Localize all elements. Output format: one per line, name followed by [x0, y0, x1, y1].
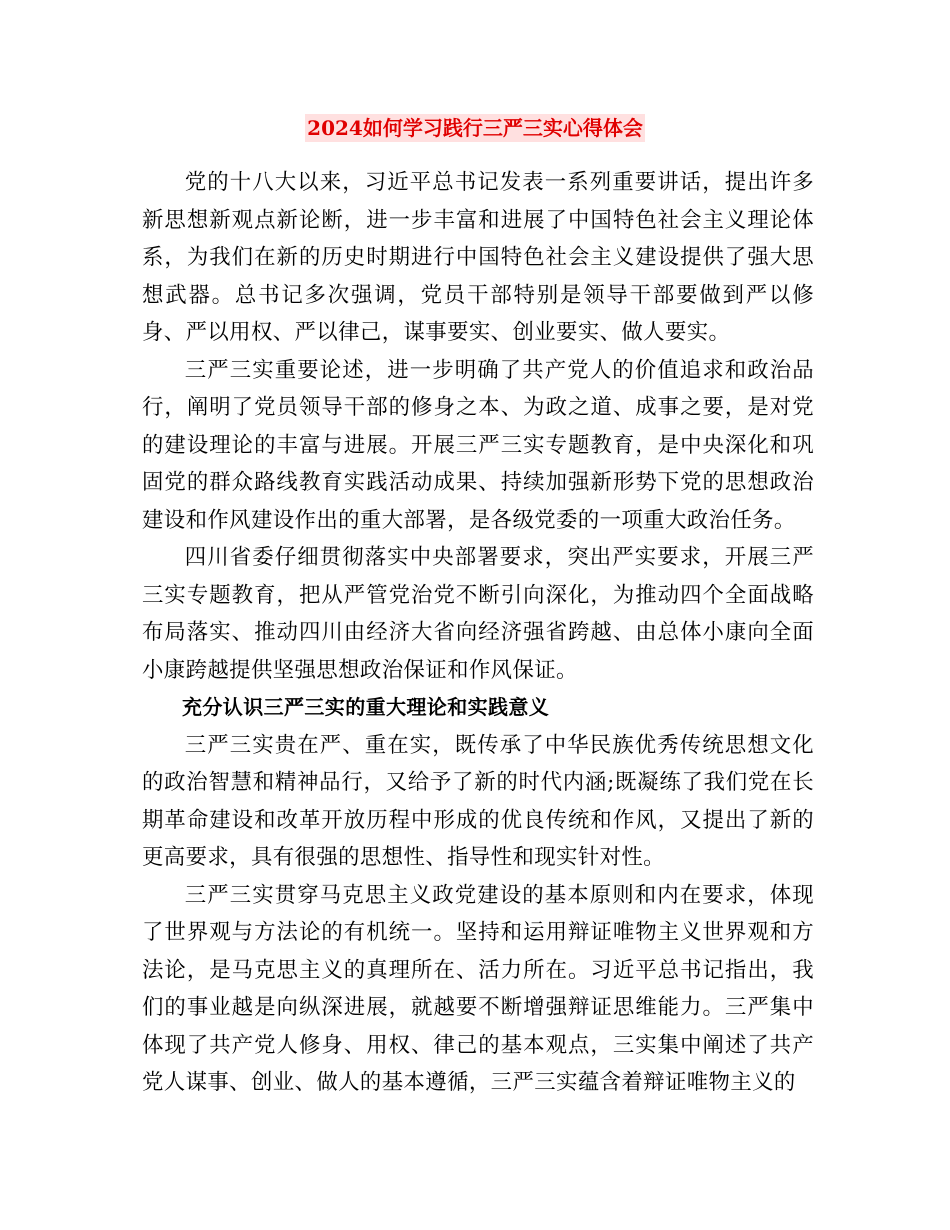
- paragraph: 三严三实贵在严、重在实，既传承了中华民族优秀传统思想文化的政治智慧和精神品行，又给予了新的时代内涵;既凝练了我们党在长期革命建设和改革开放历程中形成的优良传统和作风，又提出了新的更高要求，具有很强的思想性、指导性和现实针对性。: [142, 732, 814, 870]
- title-container: [0, 114, 950, 142]
- paragraph: 四川省委仔细贯彻落实中央部署要求，突出严实要求，开展三严三实专题教育，把从严管党治党不断引向深化，为推动四个全面战略布局落实、推动四川由经济大省向经济强省跨越、由总体小康向全面小康跨越提供坚强思想政治保证和作风保证。: [142, 545, 814, 683]
- document-body: [142, 164, 814, 1102]
- document-title: 2024如何学习践行三严三实心得体会: [307, 116, 643, 140]
- paragraph: 三严三实重要论述，进一步明确了共产党人的价值追求和政治品行，阐明了党员领导干部的修身之本、为政之道、成事之要，是对党的建设理论的丰富与进展。开展三严三实专题教育，是中央深化和巩固党的群众路线教育实践活动成果、持续加强新形势下党的思想政治建设和作风建设作出的重大部署，是各级党委的一项重大政治任务。: [142, 357, 814, 533]
- paragraph: 党的十八大以来，习近平总书记发表一系列重要讲话，提出许多新思想新观点新论断，进一步丰富和进展了中国特色社会主义理论体系，为我们在新的历史时期进行中国特色社会主义建设提供了强大思想武器。总书记多次强调，党员干部特别是领导干部要做到严以修身、严以用权、严以律己，谋事要实、创业要实、做人要实。: [142, 170, 814, 345]
- paragraph: 三严三实贯穿马克思主义政党建设的基本原则和内在要求，体现了世界观与方法论的有机统一。坚持和运用辩证唯物主义世界观和方法论，是马克思主义的真理所在、活力所在。习近平总书记指出，我们的事业越是向纵深进展，就越要不断增强辩证思维能力。三严集中体现了共产党人修身、用权、律己的基本观点，三实集中阐述了共产党人谋事、创业、做人的基本遵循，三严三实蕴含着辩证唯物主义的: [142, 882, 814, 1095]
- section-heading: 充分认识三严三实的重大理论和实践意义: [182, 695, 550, 719]
